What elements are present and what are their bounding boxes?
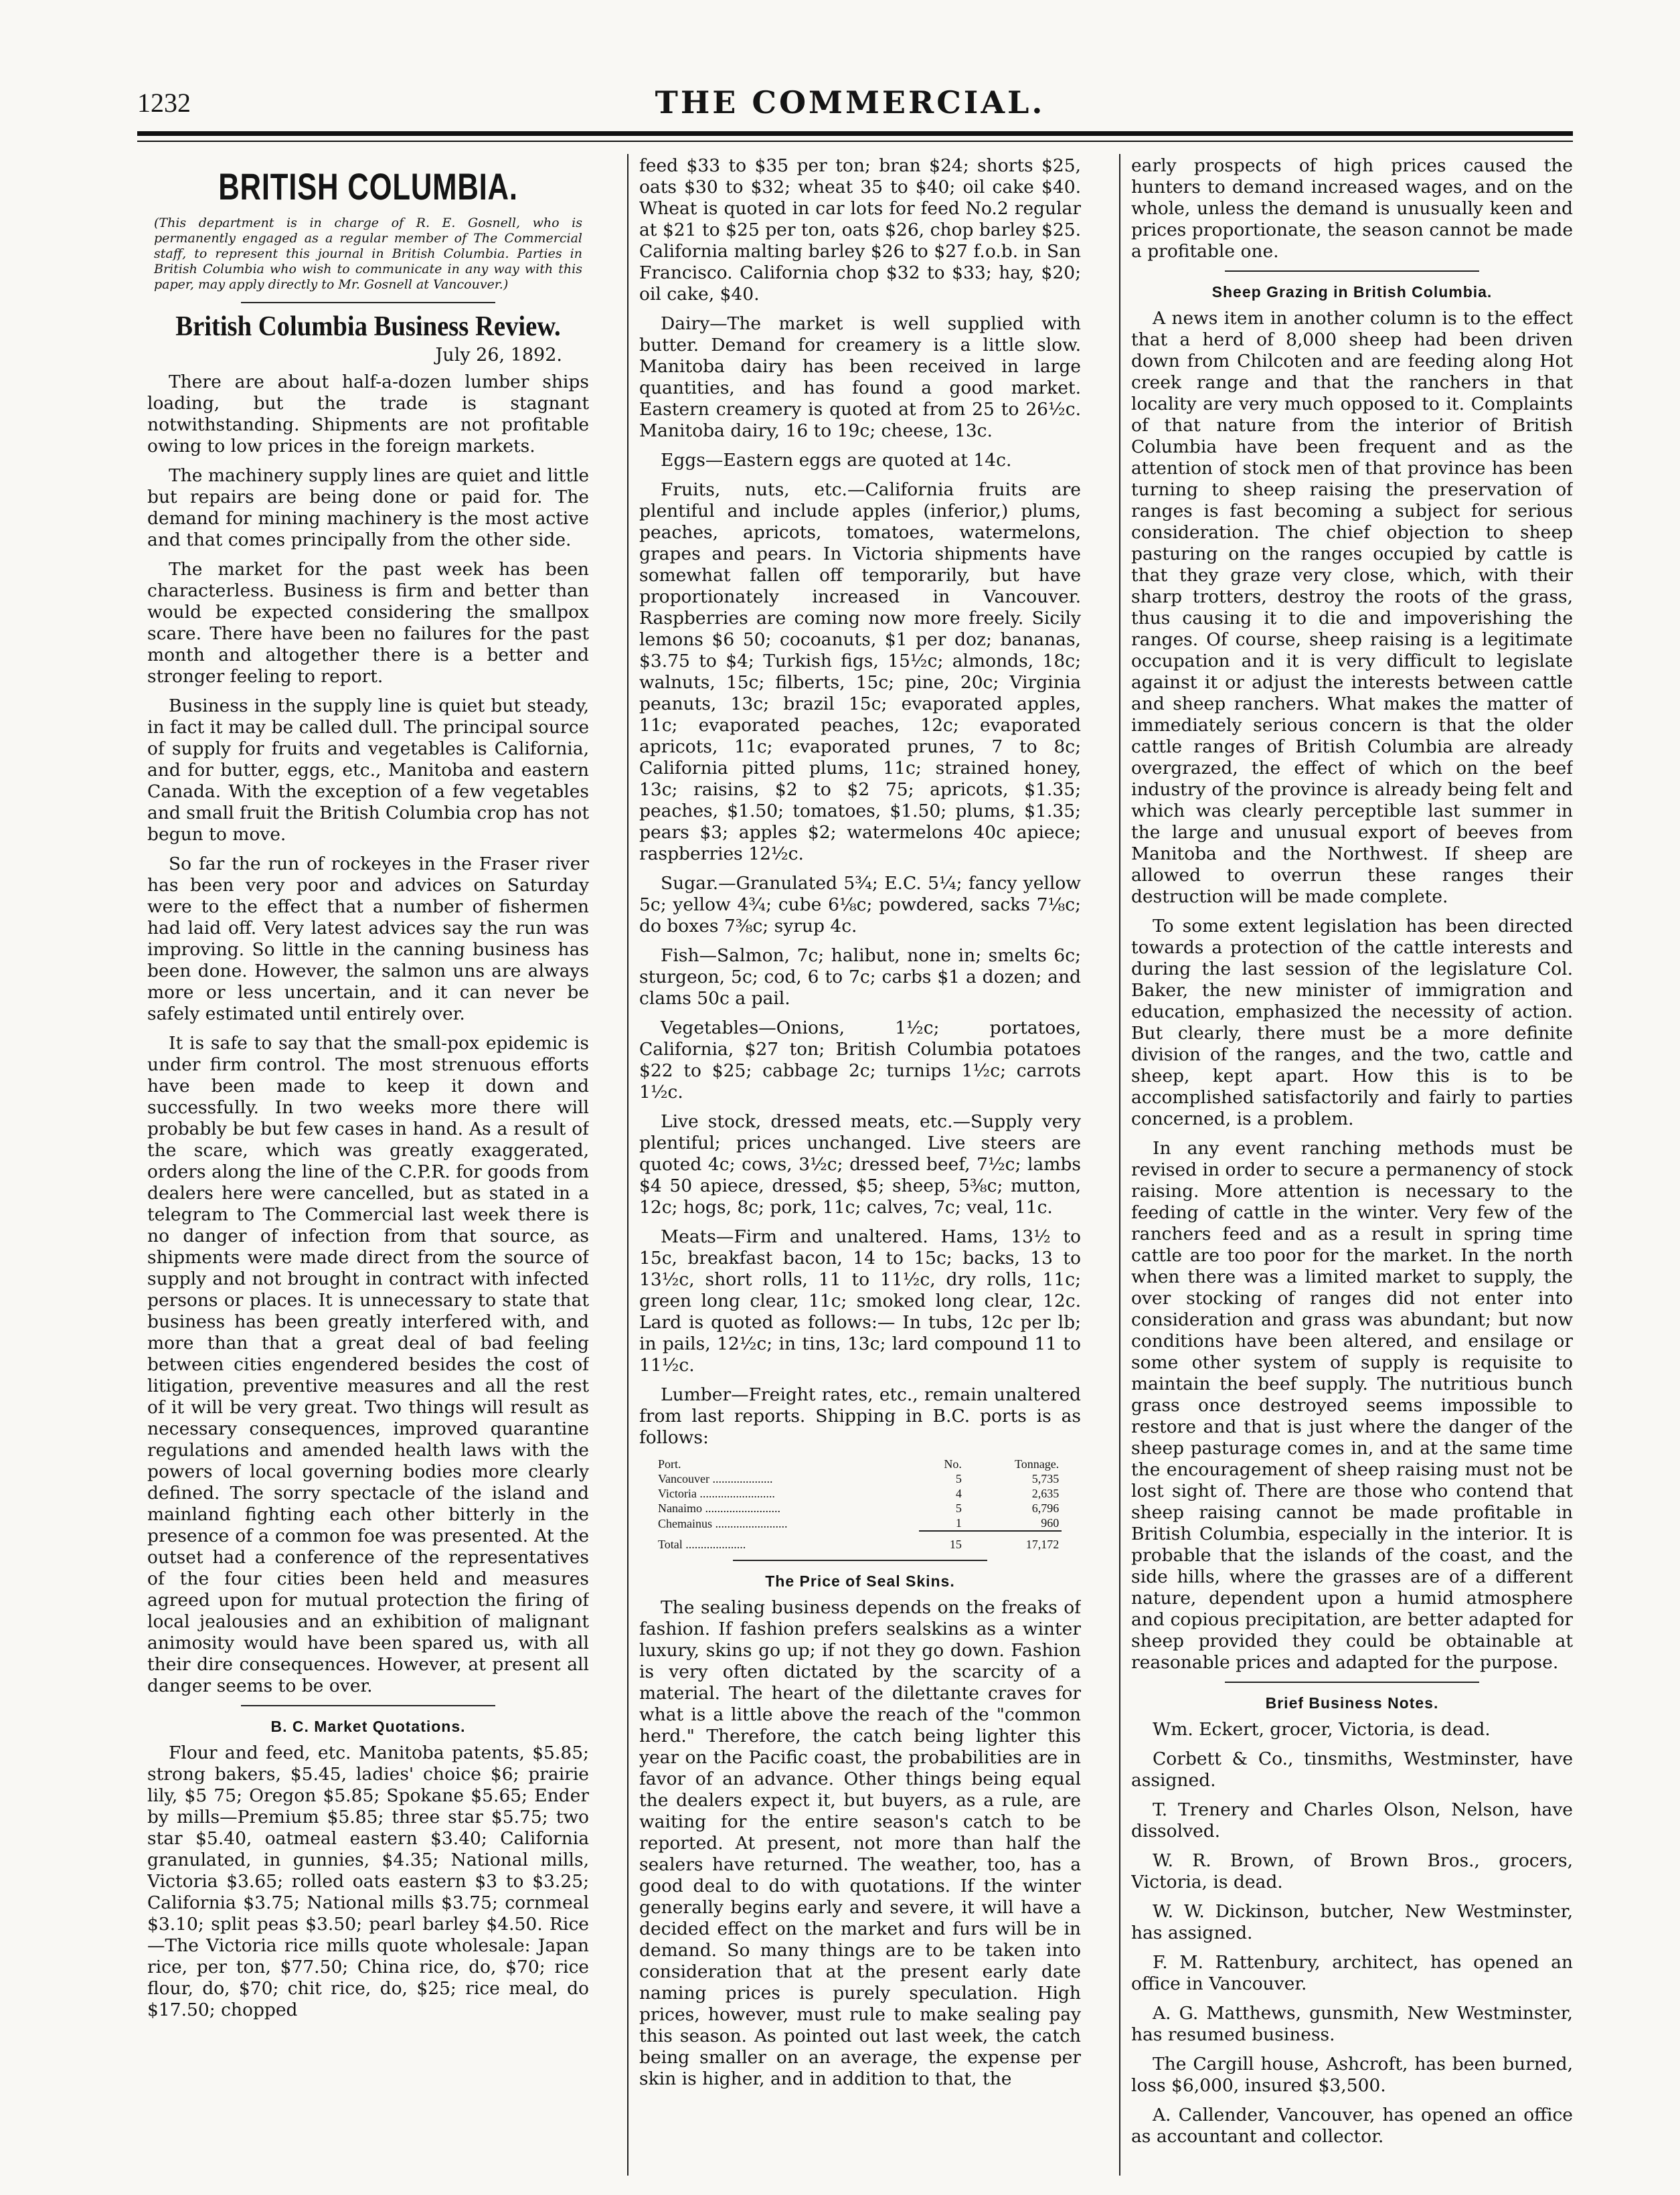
- article-paragraph: In any event ranching methods must be revised in order to secure a permanency of stock raising. More attention is necessary to the feeding of cattle in the winter. Very few of the ranchers feed and as a result in spring time cattle are too poor for the market. In the north when there was a limited market to supply, the over stocking of ranges did not enter into consideration and grass was abundant; but now conditions have been altered, and ensilage or some other system of supply is requisite to maintain the beef supply. The nutritious bunch grass once destroyed seems impossible to restore and that is just where the danger of the sheep pasturage comes in, and at the same time the encouragement of sheep raising must not be lost sight of. There are those who contend that sheep raising cannot be made profitable in British Columbia, especially in the interior. It is probable that the islands of the coast, and the side hills, where the grasses are of a different nature, dependent upon a humid atmosphere and copious precipitation, are better adapted for sheep provided they could be obtainable at reasonable prices and adapted for the purpose.: [1131, 1138, 1573, 1673]
- table-cell: 2,635: [1031, 1487, 1060, 1500]
- business-note: A. Callender, Vancouver, has opened an office as accountant and collector.: [1131, 2105, 1573, 2147]
- review-heading: British Columbia Business Review.: [175, 311, 561, 342]
- page-number: 1232: [137, 88, 191, 118]
- article-paragraph: There are about half-a-dozen lumber ships loading, but the trade is stagnant notwithstanding. Shipments are not profitable owing to low prices in the foreign markets.: [147, 372, 589, 457]
- article-paragraph: So far the run of rockeyes in the Fraser river has been very poor and advices on Saturday were to the effect that a number of fishermen had laid off. Very latest advices say the run was improving. So little in the canning business has been done. However, the salmon uns are always more or less uncertain, and it can never be safely estimated until entirely over.: [147, 853, 589, 1024]
- sheep-grazing-heading: Sheep Grazing in British Columbia.: [1211, 283, 1493, 301]
- column-divider-1: [627, 154, 628, 2176]
- header-rule-thick: [137, 131, 1573, 136]
- dairy-paragraph: Dairy—The market is well supplied with butter. Demand for creamery is a little slow. Manitoba dairy has been received in large quantities, and has found a good market. Eastern creamery is quoted at from 25 to 26½c. Manitoba dairy, 16 to 19c; cheese, 13c.: [639, 313, 1081, 441]
- divider: [1225, 270, 1479, 272]
- table-total-row: [655, 1531, 1062, 1552]
- fish-paragraph: Fish—Salmon, 7c; halibut, none in; smelts 6c; sturgeon, 5c; cod, 6 to 7c; carbs $1 a dozen; and clams 50c a pail.: [639, 945, 1081, 1009]
- page-header: [114, 80, 1586, 134]
- table-cell: Vancouver ....................: [658, 1472, 773, 1485]
- business-note: The Cargill house, Ashcroft, has been burned, loss $6,000, insured $3,500.: [1131, 2054, 1573, 2096]
- table-row: [655, 1471, 1062, 1486]
- article-paragraph: feed $33 to $35 per ton; bran $24; shorts $25, oats $30 to $32; wheat 35 to $40; oil cake $40. Wheat is quoted in car lots for feed No.2 regular at $21 to $25 per ton, oats $26, chop barley $25. California malting barley $26 to $27 f.o.b. in San Francisco. California chop $32 to $33; hay, $20; oil cake, $40.: [639, 155, 1081, 305]
- column-3: [1131, 155, 1573, 2184]
- business-notes-heading: Brief Business Notes.: [1265, 1694, 1439, 1712]
- table-row: [655, 1501, 1062, 1516]
- section-title: BRITISH COLUMBIA.: [218, 165, 518, 208]
- article-paragraph: The machinery supply lines are quiet and little but repairs are being done or paid for. The demand for mining machinery is the most active and that comes principally from the other side.: [147, 465, 589, 550]
- column-1: [147, 155, 589, 2184]
- eggs-paragraph: Eggs—Eastern eggs are quoted at 14c.: [661, 450, 1012, 471]
- business-note: W. W. Dickinson, butcher, New Westminster, has assigned.: [1131, 1901, 1573, 1943]
- table-cell: 960: [1041, 1516, 1060, 1530]
- flour-quotations: Flour and feed, etc. Manitoba patents, $5.85; strong bakers, $5.45, ladies' choice $6; prairie lily, $5 75; Oregon $5.85; Spokane $5.65; Ender by mills—Premium $5.85; three star $5.75; two star $5.40, oatmeal eastern $3.40; California granulated, in gunnies, $4.35; National mills, Victoria $3.65; rolled oats eastern $3 to $3.25; California $3.75; National mills $3.75; cornmeal $3.10; split peas $3.50; pearl barley $4.50. Rice—The Victoria rice mills quote wholesale: Japan rice, per ton, $77.50; China rice, do, $70; rice flour, do, $70; chit rice, do, $25; rice meal, do $17.50; chopped: [147, 1742, 589, 2020]
- column-divider-2: [1119, 154, 1120, 2176]
- table-cell: Nanaimo .........................: [658, 1501, 780, 1515]
- article-paragraph: A news item in another column is to the effect that a herd of 8,000 sheep had been driven down from Chilcoten and are feeding along Hot creek range and that the ranchers in that locality are very much opposed to it. Complaints of that nature from the interior of British Columbia have been frequent and as the attention of stock men of that province has been turning to sheep raising the preservation of ranges is fast becoming a subject for serious consideration. The chief objection to sheep pasturing on the ranges occupied by cattle is that they graze very close, which, with their sharp trotters, destroy the roots of the grass, thus causing it to die and impoverishing the ranges. Of course, sheep raising is a legitimate occupation and it is very difficult to legislate against it or adjust the interests between cattle and sheep ranchers. What makes the matter of immediately serious concern is that the older cattle ranges of British Columbia are already overgrazed, the effect of which on the beef industry of the province is already being felt and which was clearly perceptible last summer in the large and unusual export of beeves from Manitoba and the Northwest. If sheep are allowed to overrun these ranges their destruction will be made complete.: [1131, 308, 1573, 907]
- article-paragraph: To some extent legislation has been directed towards a protection of the cattle interests and during the last session of the legislature Col. Baker, the new minister of immigration and education, emphasized the necessity of action. But clearly, there must be a more definite division of the ranges, and the two, cattle and sheep, kept apart. How this is to be accomplished satisfactorily and fairly to parties concerned, is a problem.: [1131, 916, 1573, 1129]
- article-paragraph: The market for the past week has been characterless. Business is firm and better than would be expected considering the smallpox scare. There have been no failures for the past month and altogether there is a better and stronger feeling to report.: [147, 559, 589, 687]
- business-note: F. M. Rattenbury, architect, has opened an office in Vancouver.: [1131, 1952, 1573, 1994]
- market-heading: B. C. Market Quotations.: [270, 1718, 466, 1735]
- fruits-paragraph: Fruits, nuts, etc.—California fruits are plentiful and include apples (inferior,) plums, peaches, apricots, tomatoes, watermelons, grapes and pears. In Victoria shipments have somewhat fallen off temporarily, but have proportionately increased in Vancouver. Raspberries are coming now more freely. Sicily lemons $6 50; cocoanuts, $1 per doz; bananas, $3.75 to $4; Turkish figs, 15½c; almonds, 18c; walnuts, 15c; filberts, 15c; pine, 20c; Virginia peanuts, 13c; brazil 15c; evaporated apples, 11c; evaporated peaches, 12c; evaporated apricots, 11c; evaporated prunes, 7 to 8c; California pitted plums, 11c; strained honey, 13c; raisins, $2 to $2 75; apricots, $1.35; peaches, $1.50; tomatoes, $1.50; plums, $1.35; pears $3; apples $2; watermelons 40c apiece; raspberries 12½c.: [639, 479, 1081, 864]
- column-header: Tonnage.: [1014, 1457, 1060, 1471]
- table-cell: 4: [955, 1487, 962, 1500]
- lumber-shipping-table: [655, 1457, 1062, 1552]
- article-paragraph: Business in the supply line is quiet but steady, in fact it may be called dull. The principal source of supply for fruits and vegetables is California, and for butter, eggs, etc., Manitoba and eastern Canada. With the exception of a few vegetables and small fruit the British Columbia crop has not begun to move.: [147, 696, 589, 845]
- column-header: Port.: [658, 1457, 681, 1471]
- business-note: A. G. Matthews, gunsmith, New Westminster, has resumed business.: [1131, 2003, 1573, 2045]
- business-note: Wm. Eckert, grocer, Victoria, is dead.: [1153, 1719, 1491, 1740]
- table-header-row: [655, 1457, 1062, 1471]
- table-cell: 5: [955, 1501, 962, 1515]
- column-header: No.: [944, 1457, 962, 1471]
- divider: [241, 302, 495, 303]
- column-2: [639, 155, 1081, 2184]
- table-cell: 1: [955, 1516, 962, 1530]
- seal-skins-paragraph: The sealing business depends on the freaks of fashion. If fashion prefers sealskins as a winter luxury, skins go up; if not they go down. Fashion is very often dictated by the scarcity of a material. The heart of the dilettante craves for what is a little above the reach of the "common herd." Therefore, the catch being lighter this year on the Pacific coast, the probabilities are in favor of an advance. Other things being equal the dealers expect it, but buyers, as a rule, are waiting for the entire season's catch to be reported. At present, not more than half the sealers have returned. The weather, too, has a good deal to do with quotations. If the winter generally begins early and severe, it will have a decided effect on the market and furs will be in demand. So many things are to be taken into consideration that at the present early date naming prices is purely speculation. High prices, however, must rule to make sealing pay this season. As pointed out last week, the catch being smaller on an average, the expense per skin is higher, and in addition to that, the: [639, 1597, 1081, 2089]
- seal-skins-heading: The Price of Seal Skins.: [765, 1572, 955, 1590]
- meats-paragraph: Meats—Firm and unaltered. Hams, 13½ to 15c, breakfast bacon, 14 to 15c; backs, 13 to 13½c, short rolls, 11 to 11½c, dry rolls, 11c; green long clear, 11c; smoked long clear, 12c. Lard is quoted as follows:— In tubs, 12c per lb; in pails, 12½c; in tins, 13c; lard compound 11 to 11½c.: [639, 1226, 1081, 1376]
- livestock-paragraph: Live stock, dressed meats, etc.—Supply very plentiful; prices unchanged. Live steers are quoted 4c; cows, 3½c; dressed beef, 7½c; lambs $4 50 apiece, dressed, $5; sheep, 5⅜c; mutton, 12c; hogs, 8c; pork, 11c; calves, 7c; veal, 11c.: [639, 1111, 1081, 1218]
- vegetables-paragraph: Vegetables—Onions, 1½c; portatoes, California, $27 ton; British Columbia potatoes $22 to $25; cabbage 2c; turnips 1½c; carrots 1½c.: [639, 1018, 1081, 1103]
- table-cell: 6,796: [1031, 1501, 1060, 1515]
- table-cell: Victoria .........................: [658, 1487, 775, 1500]
- table-row: [655, 1516, 1062, 1531]
- masthead: THE COMMERCIAL.: [655, 84, 1045, 120]
- business-note: W. R. Brown, of Brown Bros., grocers, Victoria, is dead.: [1131, 1850, 1573, 1892]
- table-cell: 15: [919, 1531, 964, 1552]
- table-cell: 17,172: [964, 1531, 1062, 1552]
- table-row: [655, 1486, 1062, 1501]
- table-cell: 5: [955, 1472, 962, 1485]
- sugar-paragraph: Sugar.—Granulated 5¾; E.C. 5¼; fancy yellow 5c; yellow 4¾; cube 6⅛c; powdered, sacks 7⅛c; do boxes 7⅜c; syrup 4c.: [639, 873, 1081, 937]
- review-date: July 26, 1892.: [435, 345, 562, 365]
- table-cell: Total ....................: [658, 1537, 746, 1551]
- header-rule-thin: [137, 141, 1573, 142]
- divider: [241, 1705, 495, 1706]
- table-cell: 5,735: [1031, 1472, 1060, 1485]
- divider: [733, 1560, 987, 1561]
- editor-note: (This department is in charge of R. E. Gosnell, who is permanently engaged as a regular member of The Commercial staff, to represent this journal in British Columbia. Parties in British Columbia who wish to communicate in any way with this paper, may apply directly to Mr. Gosnell at Vancouver.): [154, 216, 582, 292]
- article-paragraph: early prospects of high prices caused the hunters to demand increased wages, and on the whole, unless the demand is unusually keen and prices proportionate, the season cannot be made a profitable one.: [1131, 155, 1573, 262]
- article-paragraph: It is safe to say that the small-pox epidemic is under firm control. The most strenuous efforts have been made to keep it down and successfully. In two weeks more there will probably be but few cases in hand. As a result of the scare, which was greatly exaggerated, orders along the line of the C.P.R. for goods from dealers here were cancelled, but as stated in a telegram to The Commercial last week there is no danger of infection from that source, as shipments were made direct from the source of supply and not brought in contract with infected persons or places. It is unnecessary to state that business has been greatly interfered with, and more than that a great deal of bad feeling between cities engendered besides the cost of litigation, preventive measures and all the rest of it will be very great. Two things will result as necessary consequences, improved quarantine regulations and amended health laws with the powers of local governing bodies more clearly defined. The sorry spectacle of the island and mainland fighting each other bitterly in the presence of a common foe was presented. At the outset had a conference of the representatives of the four cities been held and measures agreed upon for mutual protection the firing of local jealousies and an exhibition of malignant animosity would have been spared us, with all their dire consequences. However, at present all danger seems to be over.: [147, 1033, 589, 1696]
- table-cell: Chemainus ........................: [658, 1516, 788, 1530]
- lumber-paragraph: Lumber—Freight rates, etc., remain unaltered from last reports. Shipping in B.C. ports is as follows:: [639, 1384, 1081, 1448]
- divider: [1225, 1682, 1479, 1683]
- business-note: Corbett & Co., tinsmiths, Westminster, have assigned.: [1131, 1749, 1573, 1791]
- business-note: T. Trenery and Charles Olson, Nelson, have dissolved.: [1131, 1799, 1573, 1842]
